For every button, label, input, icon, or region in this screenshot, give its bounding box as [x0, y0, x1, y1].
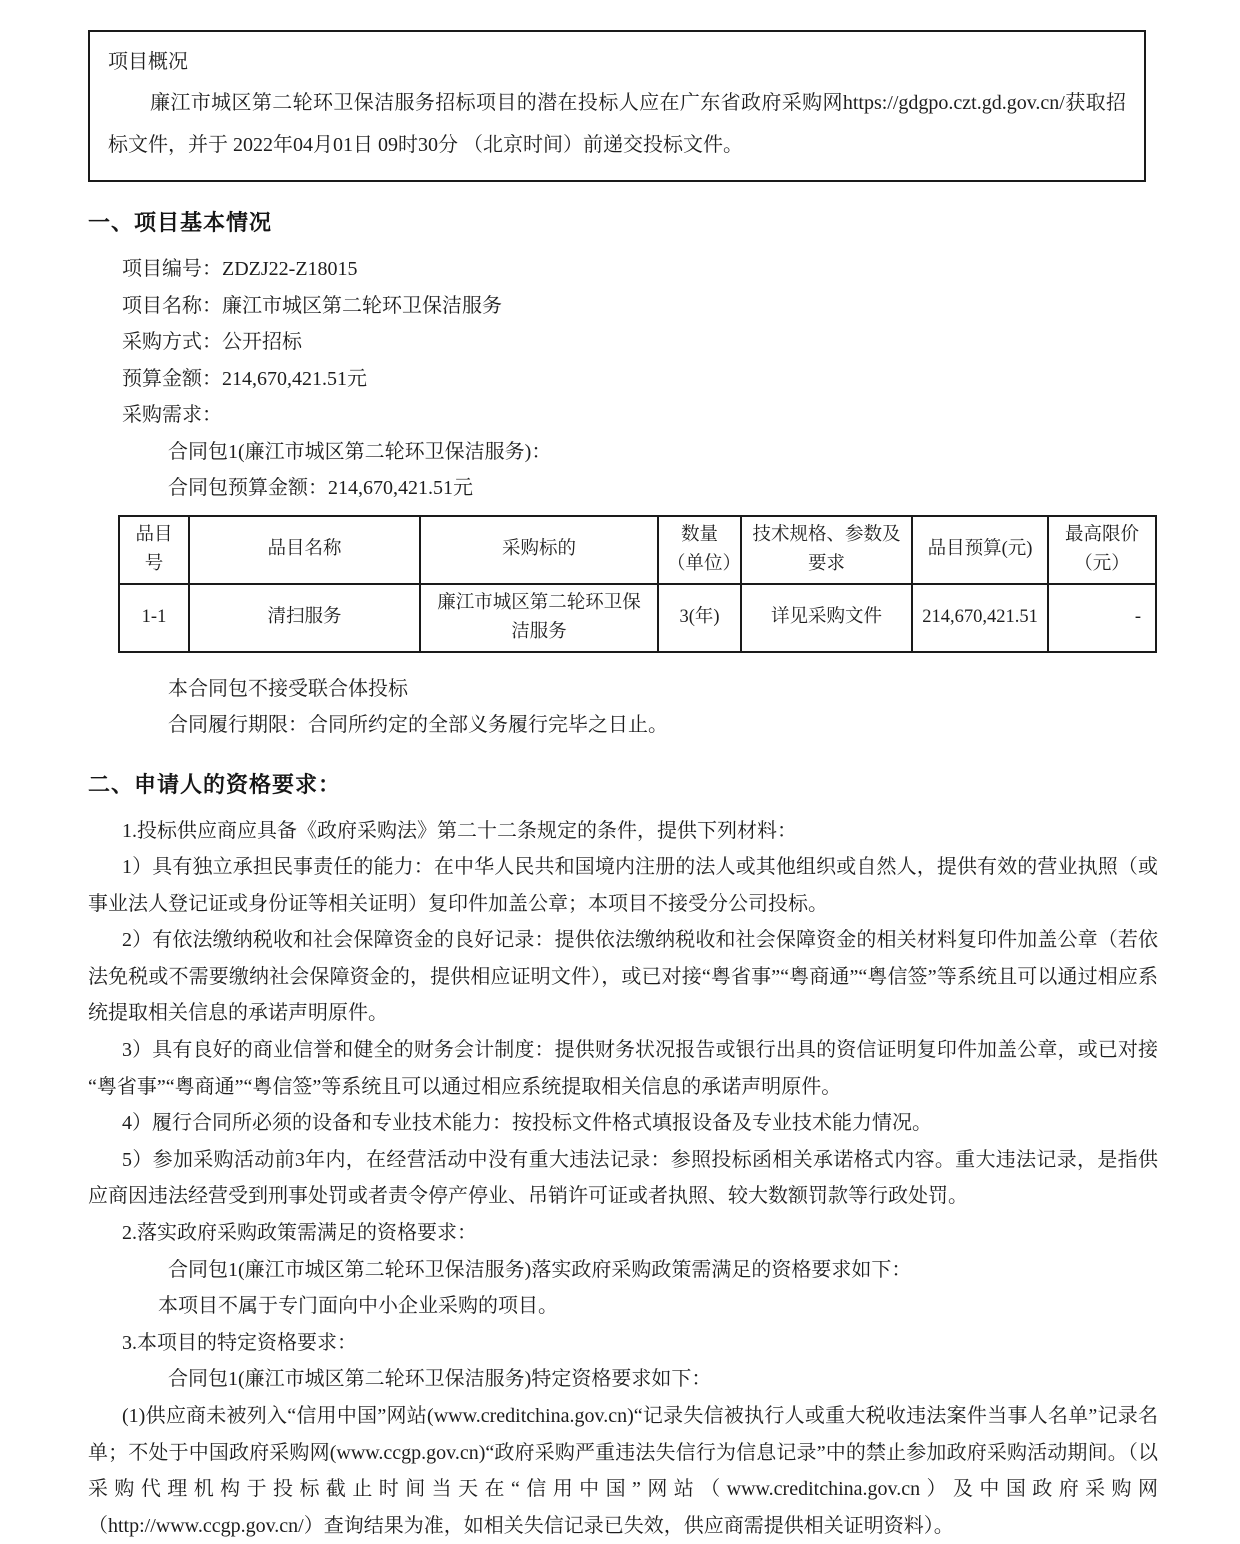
cell-quantity-unit: 3(年) [658, 584, 741, 652]
qualification-paragraph: 3.本项目的特定资格要求： [122, 1331, 357, 1354]
project-overview-box [88, 30, 1146, 182]
header-item-name: 品目名称 [189, 516, 420, 584]
cell-procurement-subject: 廉江市城区第二轮环卫保洁服务 [420, 584, 658, 652]
qualification-paragraph: 1）具有独立承担民事责任的能力：在中华人民共和国境内注册的法人或其他组织或自然人，提供有效的营业执照（或事业法人登记证或身份证等相关证明）复印件加盖公章；本项目不接受分公司投标。 [88, 856, 1158, 915]
header-max-price: 最高限价（元） [1048, 516, 1156, 584]
subfield-contract-package: 合同包1(廉江市城区第二轮环卫保洁服务)： [168, 440, 552, 463]
cell-item-name: 清扫服务 [189, 584, 420, 652]
qualification-paragraph: 3）具有良好的商业信誉和健全的财务会计制度：提供财务状况报告或银行出具的资信证明复印件加盖公章，或已对接“粤省事”“粤商通”“粤信签”等系统且可以通过相应系统提取相关信息的承诺声明原件。 [88, 1039, 1158, 1098]
header-item-no: 品目号 [119, 516, 189, 584]
cell-item-no: 1-1 [119, 584, 189, 652]
qualification-paragraph: 合同包1(廉江市城区第二轮环卫保洁服务)落实政府采购政策需满足的资格要求如下： [168, 1258, 912, 1281]
header-tech-specs: 技术规格、参数及要求 [741, 516, 912, 584]
qualification-paragraph: 本项目不属于专门面向中小企业采购的项目。 [158, 1295, 558, 1318]
qualification-paragraph: 2.落实政府采购政策需满足的资格要求： [122, 1222, 477, 1245]
qualification-paragraph: 合同包1(廉江市城区第二轮环卫保洁服务)特定资格要求如下： [168, 1368, 712, 1391]
subfield-package-budget: 合同包预算金额：214,670,421.51元 [168, 477, 473, 499]
section2-heading: 二、申请人的资格要求： [88, 771, 342, 797]
table-row [119, 584, 1156, 652]
cell-tech-specs: 详见采购文件 [741, 584, 912, 652]
field-procurement-demand: 采购需求： [122, 404, 222, 426]
cell-item-budget: 214,670,421.51 [912, 584, 1048, 652]
field-budget-amount: 预算金额：214,670,421.51元 [122, 367, 367, 390]
qualification-paragraph: 4）履行合同所必须的设备和专业技术能力：按投标文件格式填报设备及专业技术能力情况。 [122, 1112, 932, 1135]
section1-heading: 一、项目基本情况 [88, 210, 273, 235]
overview-body: 廉江市城区第二轮环卫保洁服务招标项目的潜在投标人应在广东省政府采购网https://gdgpo.czt.gd.gov.cn/获取招标文件，并于 2022年04月01日 09时30分 （北京时间）前递交投标文件。 [108, 92, 1126, 156]
note-contract-period: 合同履行期限：合同所约定的全部义务履行完毕之日止。 [168, 714, 668, 736]
table-notes [88, 671, 1158, 744]
procurement-items-table [118, 515, 1157, 653]
qualification-paragraph: 5）参加采购活动前3年内，在经营活动中没有重大违法记录：参照投标函相关承诺格式内容。重大违法记录，是指供应商因违法经营受到刑事处罚或者责令停产停业、吊销许可证或者执照、较大数额罚款等行政处罚。 [88, 1148, 1158, 1208]
header-item-budget: 品目预算(元) [912, 516, 1048, 584]
overview-title: 项目概况 [108, 51, 188, 73]
header-procurement-subject: 采购标的 [420, 516, 658, 584]
qualification-paragraph: (1)供应商未被列入“信用中国”网站(www.creditchina.gov.cn)“记录失信被执行人或重大税收违法案件当事人名单”记录名单；不处于中国政府采购网(www.ccgp.gov.cn)“政府采购严重违法失信行为信息记录”中的禁止参加政府采购活动期间。（以采购代理机构于投标截止时间当天在“信用中国”网站（www.creditchina.gov.cn）及中国政府采购网（http://www.ccgp.gov.cn/）查询结果为准，如相关失信记录已失效，供应商需提供相关证明资料）。 [88, 1405, 1158, 1537]
qualification-paragraph: 1.投标供应商应具备《政府采购法》第二十二条规定的条件，提供下列材料： [122, 819, 797, 842]
qualification-paragraph: 2）有依法缴纳税收和社会保障资金的良好记录：提供依法缴纳税收和社会保障资金的相关材料复印件加盖公章（若依法免税或不需要缴纳社会保障资金的，提供相应证明文件），或已对接“粤省事”“粤商通”“粤信签”等系统且可以通过相应系统提取相关信息的承诺声明原件。 [88, 929, 1158, 1025]
table-header-row [119, 516, 1156, 584]
header-quantity-unit: 数量（单位） [658, 516, 741, 584]
cell-max-price: - [1048, 584, 1156, 652]
note-no-consortium: 本合同包不接受联合体投标 [168, 677, 408, 700]
field-procurement-method: 采购方式：公开招标 [122, 331, 302, 353]
field-project-name: 项目名称：廉江市城区第二轮环卫保洁服务 [122, 294, 502, 317]
field-project-number: 项目编号：ZDZJ22-Z18015 [122, 258, 358, 280]
